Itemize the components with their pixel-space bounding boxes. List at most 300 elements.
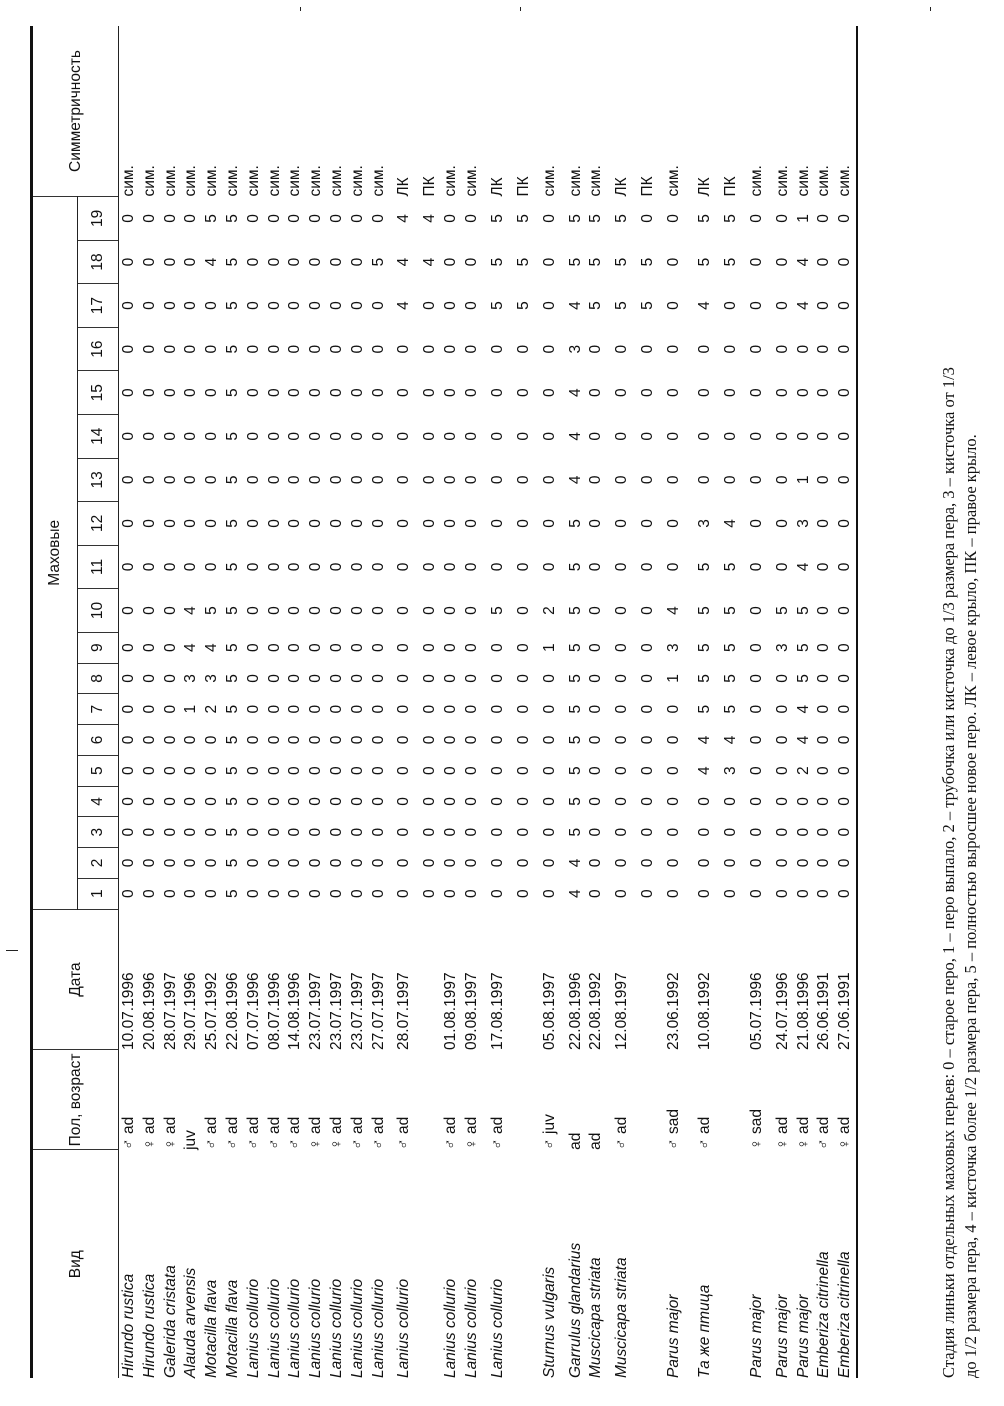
species-cell: Lanius collurio xyxy=(265,1278,283,1378)
header-feather-number: 19 xyxy=(78,197,119,241)
date-cell: 27.07.1997 xyxy=(369,972,387,1050)
table-row xyxy=(265,26,286,1378)
date-cell: 10.08.1992 xyxy=(696,972,714,1050)
stage-cell: 0 xyxy=(395,858,413,868)
stage-cell: 5 xyxy=(566,519,584,528)
stage-cell: 0 xyxy=(540,388,558,398)
stage-cell: 0 xyxy=(794,858,812,868)
stage-cell: 5 xyxy=(488,301,506,310)
stage-cell: 5 xyxy=(223,344,241,354)
date-cell: 23.07.1997 xyxy=(327,972,345,1050)
stage-cell: 4 xyxy=(696,735,714,745)
stage-cell: 0 xyxy=(587,766,605,775)
sex-age-cell: ♂ juv xyxy=(540,1114,558,1150)
symmetry-cell: сим. xyxy=(348,165,366,197)
stage-cell: 5 xyxy=(566,766,584,775)
stage-cell: 0 xyxy=(286,431,304,441)
stage-cell: 0 xyxy=(265,214,283,223)
date-cell: 22.08.1996 xyxy=(566,972,584,1050)
stage-cell: 4 xyxy=(421,214,439,223)
date-cell: 23.07.1997 xyxy=(348,972,366,1050)
stage-cell: 0 xyxy=(613,674,631,683)
header-symmetry: Симметричность xyxy=(32,26,119,197)
stage-cell: 0 xyxy=(395,797,413,806)
stage-cell: 0 xyxy=(488,766,506,775)
stage-cell: 0 xyxy=(348,858,366,868)
stage-cell: 0 xyxy=(140,858,158,868)
symmetry-cell: ЛК xyxy=(395,177,413,197)
header-feather-number: 8 xyxy=(78,663,119,694)
species-cell: Lanius collurio xyxy=(488,1278,506,1378)
stage-cell: 0 xyxy=(442,301,460,310)
stage-cell: 0 xyxy=(348,735,366,745)
symmetry-cell: ЛК xyxy=(696,177,714,197)
stage-cell: 0 xyxy=(265,766,283,775)
stage-cell: 0 xyxy=(265,704,283,714)
header-feather-number: 11 xyxy=(78,545,119,589)
symmetry-cell: сим. xyxy=(244,165,262,197)
table-row xyxy=(348,26,369,1378)
species-cell: Muscicapa striata xyxy=(613,1257,631,1378)
stage-cell: 0 xyxy=(514,431,532,441)
stage-cell: 5 xyxy=(773,606,791,615)
stage-cell: 0 xyxy=(696,858,714,868)
stage-cell: 0 xyxy=(421,643,439,652)
stage-cell: 0 xyxy=(587,704,605,714)
header-feather-number: 15 xyxy=(78,371,119,415)
stage-cell: 0 xyxy=(161,735,179,745)
symmetry-cell: сим. xyxy=(286,165,304,197)
stage-cell: 0 xyxy=(348,606,366,615)
stage-cell: 0 xyxy=(462,704,480,714)
header-date: Дата xyxy=(32,909,119,1050)
table-row xyxy=(566,26,587,1378)
stage-cell: 0 xyxy=(120,344,137,354)
stage-cell: 1 xyxy=(794,214,812,223)
stage-cell: 0 xyxy=(462,858,480,868)
stage-cell: 0 xyxy=(835,414,857,458)
stage-cell: 4 xyxy=(203,643,221,652)
stage-cell: 0 xyxy=(665,475,683,485)
stage-cell: 0 xyxy=(639,388,657,398)
header-feather-number: 16 xyxy=(78,327,119,371)
stage-cell: 0 xyxy=(835,786,857,817)
stage-cell: 0 xyxy=(442,344,460,354)
stage-cell: 0 xyxy=(639,766,657,775)
stage-cell: 0 xyxy=(815,735,833,745)
stage-cell: 0 xyxy=(140,475,158,485)
species-cell: Lanius collurio xyxy=(244,1278,262,1378)
stage-cell: 0 xyxy=(265,301,283,310)
stage-cell: 0 xyxy=(442,704,460,714)
header-feather-number: 10 xyxy=(78,589,119,633)
stage-cell: 0 xyxy=(747,889,765,898)
stage-cell: 5 xyxy=(223,766,241,775)
stage-cell: 0 xyxy=(286,519,304,528)
stage-cell: 0 xyxy=(639,889,657,898)
stage-cell: 0 xyxy=(244,301,262,310)
stage-cell: 0 xyxy=(140,388,158,398)
stage-cell: 0 xyxy=(161,475,179,485)
stage-cell: 0 xyxy=(161,301,179,310)
species-cell: Lanius collurio xyxy=(327,1278,345,1378)
stage-cell: 0 xyxy=(514,674,532,683)
stage-cell: 0 xyxy=(462,257,480,267)
date-cell: 01.08.1997 xyxy=(442,972,460,1050)
stage-cell: 0 xyxy=(369,475,387,485)
stage-cell: 0 xyxy=(639,431,657,441)
stage-cell: 0 xyxy=(203,889,221,898)
stage-cell: 0 xyxy=(244,858,262,868)
stage-cell: 0 xyxy=(182,214,200,223)
stage-cell: 0 xyxy=(835,878,857,909)
stage-cell: 0 xyxy=(696,797,714,806)
table-row xyxy=(638,26,659,1378)
stage-cell: 0 xyxy=(327,889,345,898)
stage-cell: 0 xyxy=(696,344,714,354)
stage-cell: 0 xyxy=(514,735,532,745)
stage-cell: 0 xyxy=(488,475,506,485)
stage-cell: 5 xyxy=(223,827,241,837)
stage-cell: 5 xyxy=(696,214,714,223)
stage-cell: 5 xyxy=(566,257,584,267)
stage-cell: 0 xyxy=(773,889,791,898)
sex-age-cell: ♂ sad xyxy=(665,1108,683,1150)
stage-cell: 0 xyxy=(815,301,833,310)
stage-cell: 0 xyxy=(161,388,179,398)
stage-cell: 5 xyxy=(566,797,584,806)
species-cell: Motacilla flava xyxy=(223,1279,241,1378)
stage-cell: 0 xyxy=(514,344,532,354)
stage-cell: 0 xyxy=(442,214,460,223)
stage-cell: 4 xyxy=(566,475,584,485)
stage-cell: 2 xyxy=(203,704,221,714)
stage-cell: 0 xyxy=(182,257,200,267)
stage-cell: 0 xyxy=(613,475,631,485)
date-cell: 24.07.1996 xyxy=(773,972,791,1050)
species-cell xyxy=(420,1150,441,1378)
stage-cell: 0 xyxy=(140,606,158,615)
sex-age-cell xyxy=(514,1050,535,1150)
stage-cell: 0 xyxy=(327,704,345,714)
stage-cell: 5 xyxy=(223,431,241,441)
stage-cell: 5 xyxy=(488,606,506,615)
stage-cell: 5 xyxy=(223,643,241,652)
stage-cell: 0 xyxy=(140,674,158,683)
stage-cell: 0 xyxy=(835,371,857,415)
table-row xyxy=(690,26,721,1378)
stage-cell: 0 xyxy=(307,388,325,398)
stage-cell: 5 xyxy=(566,735,584,745)
date-cell: 23.07.1997 xyxy=(307,972,325,1050)
stage-cell: 0 xyxy=(815,704,833,714)
date-cell: 10.07.1996 xyxy=(120,972,137,1050)
stage-cell: 0 xyxy=(639,704,657,714)
stage-cell: 0 xyxy=(514,388,532,398)
stage-cell: 0 xyxy=(773,735,791,745)
sex-age-cell: ♀ ad xyxy=(794,1116,812,1150)
table-row xyxy=(306,26,327,1378)
stage-cell: 0 xyxy=(488,704,506,714)
table-row xyxy=(441,26,462,1378)
stage-cell: 0 xyxy=(161,797,179,806)
stage-cell: 0 xyxy=(265,475,283,485)
stage-cell: 0 xyxy=(773,674,791,683)
date-cell: 12.08.1997 xyxy=(613,972,631,1050)
stage-cell: 0 xyxy=(540,735,558,745)
stage-cell: 0 xyxy=(613,388,631,398)
stage-cell: 0 xyxy=(327,674,345,683)
symmetry-cell: ПК xyxy=(721,176,739,197)
stage-cell: 0 xyxy=(369,735,387,745)
symmetry-cell: сим. xyxy=(120,165,137,197)
table-row xyxy=(244,26,265,1378)
stage-cell: 0 xyxy=(348,214,366,223)
stage-cell: 4 xyxy=(395,257,413,267)
symmetry-cell: сим. xyxy=(203,165,221,197)
stage-cell: 0 xyxy=(265,519,283,528)
table-row xyxy=(369,26,390,1378)
stage-cell: 5 xyxy=(566,674,584,683)
sex-age-cell: ♀ ad xyxy=(140,1116,158,1150)
stage-cell: 0 xyxy=(747,643,765,652)
stage-cell: 0 xyxy=(182,519,200,528)
stage-cell: 0 xyxy=(421,858,439,868)
stage-cell: 0 xyxy=(244,562,262,572)
sex-age-cell xyxy=(721,1050,742,1150)
stage-cell: 0 xyxy=(395,889,413,898)
stage-cell: 0 xyxy=(488,344,506,354)
stage-cell: 0 xyxy=(442,766,460,775)
stage-cell: 0 xyxy=(442,606,460,615)
stage-cell: 0 xyxy=(286,257,304,267)
stage-cell: 0 xyxy=(120,519,137,528)
table-body xyxy=(119,26,857,1378)
stage-cell: 0 xyxy=(815,475,833,485)
species-cell: Galerida cristata xyxy=(161,1265,179,1378)
sex-age-cell: ♂ ad xyxy=(265,1116,283,1150)
stage-cell: 0 xyxy=(773,827,791,837)
stage-cell: 0 xyxy=(140,797,158,806)
stage-cell: 0 xyxy=(587,674,605,683)
date-cell: 22.08.1992 xyxy=(587,972,605,1050)
stage-cell: 0 xyxy=(613,735,631,745)
scan-mark xyxy=(520,7,521,11)
stage-cell: 0 xyxy=(120,301,137,310)
stage-cell: 0 xyxy=(747,674,765,683)
stage-cell: 0 xyxy=(348,562,366,572)
stage-cell: 0 xyxy=(835,240,857,284)
sex-age-cell: juv xyxy=(182,1130,200,1150)
stage-cell: 0 xyxy=(665,766,683,775)
stage-cell: 0 xyxy=(442,519,460,528)
header-species: Вид xyxy=(32,1150,119,1378)
stage-cell: 5 xyxy=(721,214,739,223)
stage-cell: 0 xyxy=(182,475,200,485)
stage-cell: 5 xyxy=(587,257,605,267)
stage-cell: 0 xyxy=(120,475,137,485)
stage-cell: 0 xyxy=(369,858,387,868)
stage-cell: 4 xyxy=(182,643,200,652)
stage-cell: 0 xyxy=(327,344,345,354)
stage-cell: 0 xyxy=(835,545,857,589)
stage-cell: 0 xyxy=(587,858,605,868)
symmetry-cell: сим. xyxy=(540,165,558,197)
stage-cell: 0 xyxy=(773,214,791,223)
sex-age-cell: ♂ ad xyxy=(120,1116,137,1150)
stage-cell: 0 xyxy=(395,704,413,714)
species-cell: Emberiza citrinella xyxy=(815,1251,833,1378)
stage-cell: 0 xyxy=(203,858,221,868)
stage-cell: 0 xyxy=(161,519,179,528)
stage-cell: 0 xyxy=(203,827,221,837)
stage-cell: 0 xyxy=(120,674,137,683)
stage-cell: 0 xyxy=(514,475,532,485)
date-cell: 20.08.1996 xyxy=(140,972,158,1050)
stage-cell: 0 xyxy=(161,766,179,775)
stage-cell: 0 xyxy=(773,858,791,868)
scan-mark xyxy=(300,7,301,11)
stage-cell: 0 xyxy=(421,606,439,615)
stage-cell: 0 xyxy=(773,344,791,354)
stage-cell: 5 xyxy=(223,797,241,806)
stage-cell: 0 xyxy=(815,643,833,652)
stage-cell: 0 xyxy=(639,562,657,572)
symmetry-cell: сим. xyxy=(665,165,683,197)
stage-cell: 5 xyxy=(203,214,221,223)
stage-cell: 0 xyxy=(721,797,739,806)
stage-cell: 0 xyxy=(442,674,460,683)
stage-cell: 0 xyxy=(665,735,683,745)
species-cell: Hirundo rustica xyxy=(140,1273,158,1378)
table-row xyxy=(202,26,223,1378)
stage-cell: 0 xyxy=(540,827,558,837)
stage-cell: 5 xyxy=(794,643,812,652)
stage-cell: 0 xyxy=(587,431,605,441)
stage-cell: 0 xyxy=(395,766,413,775)
stage-cell: 0 xyxy=(203,797,221,806)
stage-cell: 0 xyxy=(639,643,657,652)
stage-cell: 0 xyxy=(747,797,765,806)
symmetry-cell: сим. xyxy=(462,165,480,197)
stage-cell: 0 xyxy=(514,766,532,775)
stage-cell: 0 xyxy=(348,344,366,354)
table-row xyxy=(814,26,835,1378)
stage-cell: 0 xyxy=(348,388,366,398)
stage-cell: 0 xyxy=(369,766,387,775)
stage-cell: 4 xyxy=(395,301,413,310)
stage-cell: 0 xyxy=(665,214,683,223)
stage-cell: 0 xyxy=(773,475,791,485)
stage-cell: 3 xyxy=(794,519,812,528)
stage-cell: 0 xyxy=(307,797,325,806)
stage-cell: 0 xyxy=(613,431,631,441)
stage-cell: 0 xyxy=(421,519,439,528)
date-cell: 29.07.1996 xyxy=(182,972,200,1050)
table-row xyxy=(742,26,773,1378)
symmetry-cell: сим. xyxy=(442,165,460,197)
stage-cell: 0 xyxy=(613,344,631,354)
stage-cell: 0 xyxy=(665,301,683,310)
stage-cell: 0 xyxy=(182,301,200,310)
species-cell: Lanius collurio xyxy=(307,1278,325,1378)
stage-cell: 1 xyxy=(665,674,683,683)
stage-cell: 0 xyxy=(815,889,833,898)
symmetry-cell: ПК xyxy=(514,176,532,197)
stage-cell: 0 xyxy=(244,797,262,806)
date-cell xyxy=(638,909,659,1050)
stage-cell: 0 xyxy=(421,735,439,745)
stage-cell: 0 xyxy=(369,388,387,398)
stage-cell: 0 xyxy=(120,606,137,615)
stage-cell: 0 xyxy=(161,606,179,615)
stage-cell: 0 xyxy=(307,257,325,267)
stage-cell: 0 xyxy=(442,858,460,868)
stage-cell: 0 xyxy=(421,475,439,485)
stage-cell: 0 xyxy=(161,214,179,223)
header-feather-number: 3 xyxy=(78,817,119,848)
date-cell: 14.08.1996 xyxy=(286,972,304,1050)
stage-cell: 3 xyxy=(203,674,221,683)
stage-cell: 0 xyxy=(307,889,325,898)
symmetry-cell: сим. xyxy=(773,165,791,197)
stage-cell: 0 xyxy=(120,388,137,398)
stage-cell: 0 xyxy=(244,735,262,745)
stage-cell: 0 xyxy=(442,797,460,806)
stage-cell: 0 xyxy=(815,562,833,572)
symmetry-cell: ЛК xyxy=(613,177,631,197)
header-feather-number: 17 xyxy=(78,284,119,328)
stage-cell: 4 xyxy=(794,704,812,714)
stage-cell: 5 xyxy=(514,214,532,223)
sex-age-cell: ♂ ad xyxy=(815,1116,833,1150)
stage-cell: 0 xyxy=(307,704,325,714)
table-row xyxy=(535,26,566,1378)
stage-cell: 0 xyxy=(613,889,631,898)
stage-cell: 0 xyxy=(161,674,179,683)
stage-cell: 0 xyxy=(348,301,366,310)
stage-cell: 0 xyxy=(587,606,605,615)
date-cell: 07.07.1996 xyxy=(244,972,262,1050)
stage-cell: 0 xyxy=(462,475,480,485)
stage-cell: 0 xyxy=(327,301,345,310)
stage-cell: 4 xyxy=(665,606,683,615)
stage-cell: 0 xyxy=(514,606,532,615)
sex-age-cell: ♀ ad xyxy=(307,1116,325,1150)
stage-cell: 0 xyxy=(462,827,480,837)
stage-cell: 0 xyxy=(161,257,179,267)
table-row xyxy=(420,26,441,1378)
species-cell: Sturnus vulgaris xyxy=(540,1266,558,1378)
stage-cell: 4 xyxy=(421,257,439,267)
stage-cell: 0 xyxy=(665,431,683,441)
stage-cell: 0 xyxy=(540,858,558,868)
stage-cell: 0 xyxy=(815,214,833,223)
stage-cell: 0 xyxy=(244,344,262,354)
stage-cell: 0 xyxy=(540,562,558,572)
stage-cell: 0 xyxy=(815,431,833,441)
table-row xyxy=(223,26,244,1378)
stage-cell: 2 xyxy=(540,606,558,615)
stage-cell: 0 xyxy=(327,519,345,528)
sex-age-cell: ♂ ad xyxy=(442,1116,460,1150)
stage-cell: 0 xyxy=(665,519,683,528)
stage-cell: 3 xyxy=(182,674,200,683)
sex-age-cell: ♂ ad xyxy=(395,1116,413,1150)
stage-cell: 0 xyxy=(395,519,413,528)
stage-cell: 0 xyxy=(369,674,387,683)
stage-cell: 0 xyxy=(639,797,657,806)
